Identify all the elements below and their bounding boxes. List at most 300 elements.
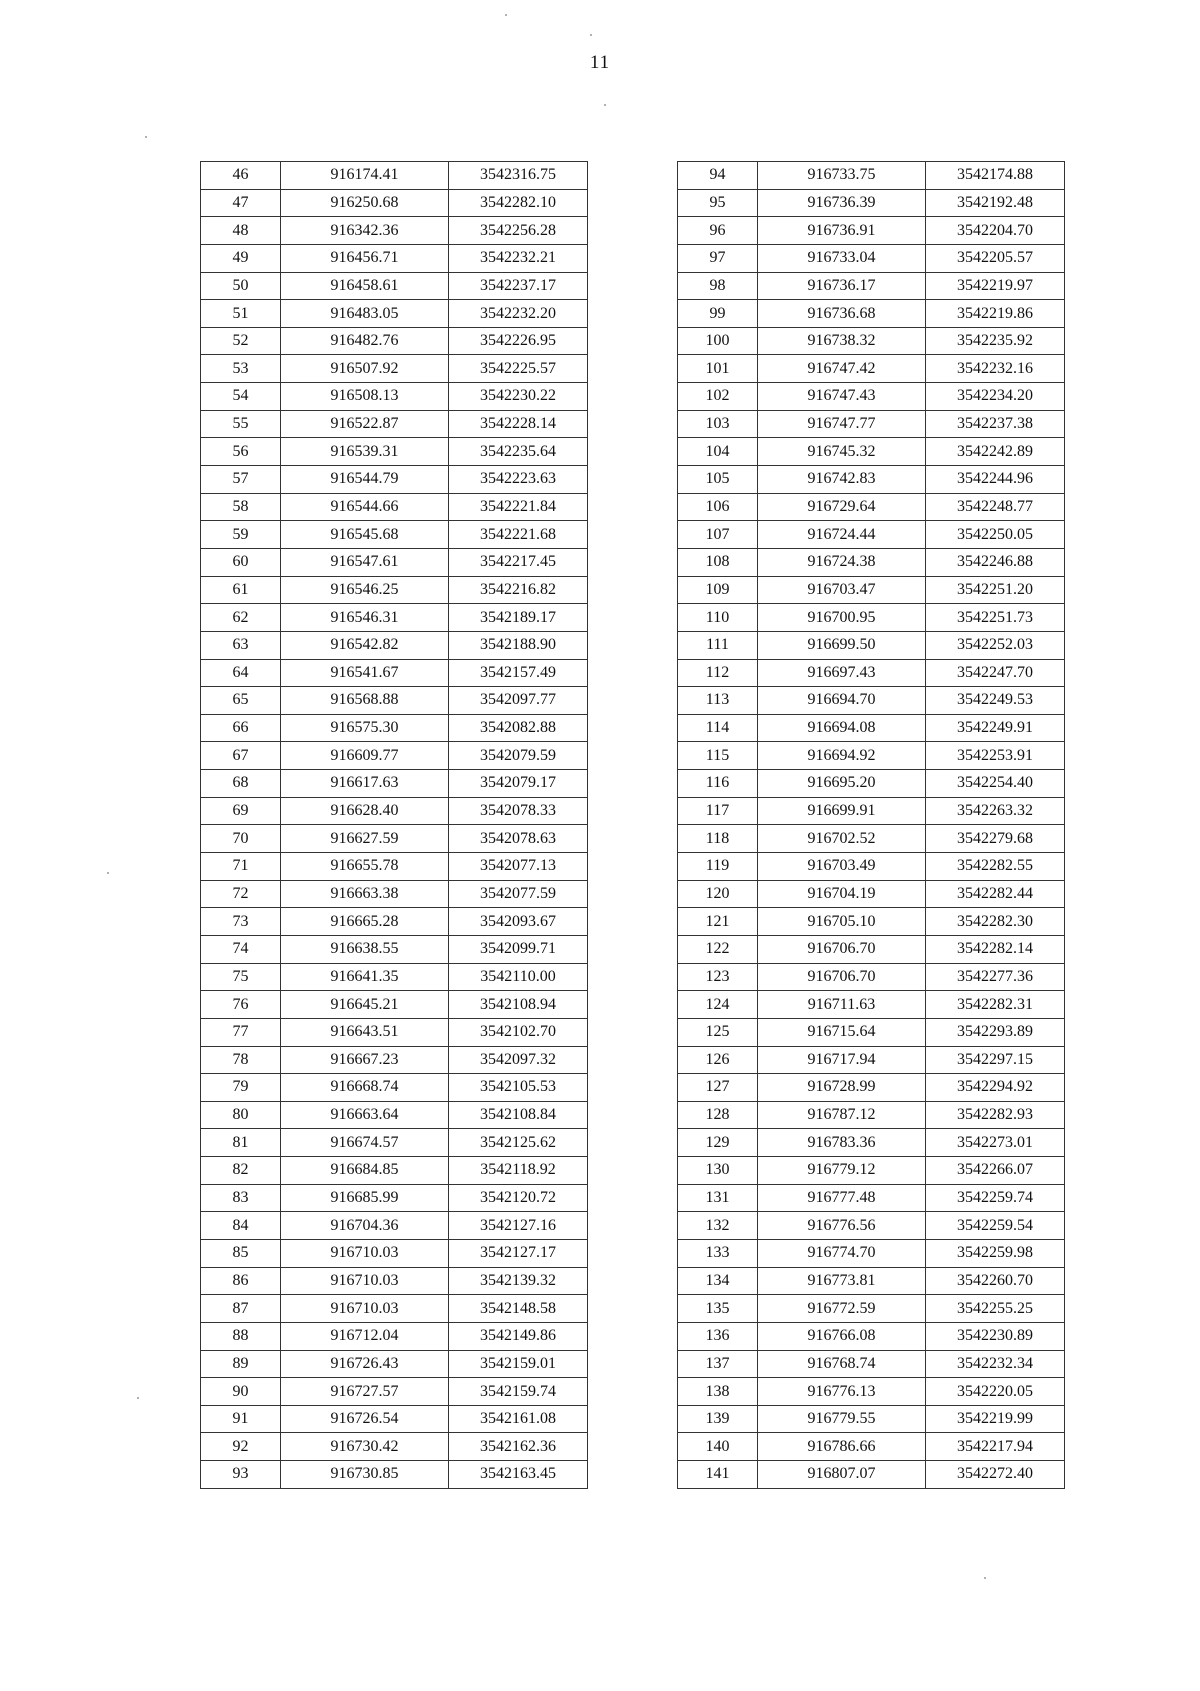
x-coordinate-cell: 916724.44 [758, 521, 926, 549]
y-coordinate-cell: 3542282.10 [449, 189, 588, 217]
table-row [201, 659, 588, 687]
point-number-cell: 129 [678, 1129, 758, 1157]
x-coordinate-cell: 916736.39 [758, 189, 926, 217]
point-number-cell: 53 [201, 355, 281, 383]
y-coordinate-cell: 3542235.92 [926, 327, 1065, 355]
y-coordinate-cell: 3542162.36 [449, 1433, 588, 1461]
point-number-cell: 99 [678, 300, 758, 328]
x-coordinate-cell: 916663.38 [281, 880, 449, 908]
x-coordinate-cell: 916745.32 [758, 438, 926, 466]
x-coordinate-cell: 916668.74 [281, 1074, 449, 1102]
point-number-cell: 66 [201, 714, 281, 742]
x-coordinate-cell: 916733.04 [758, 244, 926, 272]
scan-speck [590, 34, 592, 36]
x-coordinate-cell: 916655.78 [281, 853, 449, 881]
y-coordinate-cell: 3542221.84 [449, 493, 588, 521]
x-coordinate-cell: 916638.55 [281, 935, 449, 963]
y-coordinate-cell: 3542189.17 [449, 604, 588, 632]
x-coordinate-cell: 916641.35 [281, 963, 449, 991]
y-coordinate-cell: 3542205.57 [926, 244, 1065, 272]
point-number-cell: 104 [678, 438, 758, 466]
x-coordinate-cell: 916250.68 [281, 189, 449, 217]
x-coordinate-cell: 916674.57 [281, 1129, 449, 1157]
y-coordinate-cell: 3542263.32 [926, 797, 1065, 825]
y-coordinate-cell: 3542251.20 [926, 576, 1065, 604]
table-row [201, 162, 588, 190]
x-coordinate-cell: 916546.25 [281, 576, 449, 604]
x-coordinate-cell: 916715.64 [758, 1018, 926, 1046]
point-number-cell: 121 [678, 908, 758, 936]
table-row [678, 576, 1065, 604]
x-coordinate-cell: 916768.74 [758, 1350, 926, 1378]
point-number-cell: 122 [678, 935, 758, 963]
point-number-cell: 57 [201, 466, 281, 494]
y-coordinate-cell: 3542254.40 [926, 770, 1065, 798]
x-coordinate-cell: 916774.70 [758, 1239, 926, 1267]
point-number-cell: 70 [201, 825, 281, 853]
point-number-cell: 126 [678, 1046, 758, 1074]
table-row [678, 880, 1065, 908]
point-number-cell: 112 [678, 659, 758, 687]
coordinates-table-left [200, 161, 588, 1489]
x-coordinate-cell: 916663.64 [281, 1101, 449, 1129]
y-coordinate-cell: 3542230.89 [926, 1322, 1065, 1350]
table-row [678, 1378, 1065, 1406]
y-coordinate-cell: 3542093.67 [449, 908, 588, 936]
y-coordinate-cell: 3542248.77 [926, 493, 1065, 521]
y-coordinate-cell: 3542255.25 [926, 1295, 1065, 1323]
y-coordinate-cell: 3542159.74 [449, 1378, 588, 1406]
x-coordinate-cell: 916766.08 [758, 1322, 926, 1350]
y-coordinate-cell: 3542099.71 [449, 935, 588, 963]
x-coordinate-cell: 916482.76 [281, 327, 449, 355]
y-coordinate-cell: 3542216.82 [449, 576, 588, 604]
x-coordinate-cell: 916717.94 [758, 1046, 926, 1074]
point-number-cell: 107 [678, 521, 758, 549]
x-coordinate-cell: 916458.61 [281, 272, 449, 300]
point-number-cell: 114 [678, 714, 758, 742]
x-coordinate-cell: 916706.70 [758, 935, 926, 963]
table-row [678, 963, 1065, 991]
y-coordinate-cell: 3542105.53 [449, 1074, 588, 1102]
table-row [678, 935, 1065, 963]
x-coordinate-cell: 916456.71 [281, 244, 449, 272]
x-coordinate-cell: 916710.03 [281, 1267, 449, 1295]
x-coordinate-cell: 916727.57 [281, 1378, 449, 1406]
y-coordinate-cell: 3542293.89 [926, 1018, 1065, 1046]
x-coordinate-cell: 916508.13 [281, 383, 449, 411]
point-number-cell: 63 [201, 631, 281, 659]
y-coordinate-cell: 3542282.14 [926, 935, 1065, 963]
y-coordinate-cell: 3542219.86 [926, 300, 1065, 328]
point-number-cell: 46 [201, 162, 281, 190]
table-row [678, 853, 1065, 881]
table-row [201, 355, 588, 383]
x-coordinate-cell: 916547.61 [281, 548, 449, 576]
point-number-cell: 136 [678, 1322, 758, 1350]
table-row [201, 548, 588, 576]
table-row [678, 1184, 1065, 1212]
y-coordinate-cell: 3542242.89 [926, 438, 1065, 466]
table-row [678, 714, 1065, 742]
table-row [201, 1461, 588, 1489]
point-number-cell: 131 [678, 1184, 758, 1212]
y-coordinate-cell: 3542139.32 [449, 1267, 588, 1295]
table-row [678, 217, 1065, 245]
table-row [201, 272, 588, 300]
point-number-cell: 74 [201, 935, 281, 963]
table-row [201, 1405, 588, 1433]
table-row [201, 383, 588, 411]
point-number-cell: 117 [678, 797, 758, 825]
y-coordinate-cell: 3542204.70 [926, 217, 1065, 245]
table-row [678, 466, 1065, 494]
x-coordinate-cell: 916174.41 [281, 162, 449, 190]
point-number-cell: 92 [201, 1433, 281, 1461]
point-number-cell: 67 [201, 742, 281, 770]
point-number-cell: 102 [678, 383, 758, 411]
point-number-cell: 51 [201, 300, 281, 328]
point-number-cell: 116 [678, 770, 758, 798]
x-coordinate-cell: 916617.63 [281, 770, 449, 798]
y-coordinate-cell: 3542127.17 [449, 1239, 588, 1267]
scan-speck [505, 14, 507, 16]
point-number-cell: 73 [201, 908, 281, 936]
x-coordinate-cell: 916544.66 [281, 493, 449, 521]
point-number-cell: 133 [678, 1239, 758, 1267]
point-number-cell: 55 [201, 410, 281, 438]
table-row [678, 604, 1065, 632]
point-number-cell: 141 [678, 1461, 758, 1489]
table-row [678, 1157, 1065, 1185]
table-row [201, 908, 588, 936]
point-number-cell: 58 [201, 493, 281, 521]
table-row [201, 300, 588, 328]
table-row [201, 521, 588, 549]
point-number-cell: 68 [201, 770, 281, 798]
y-coordinate-cell: 3542272.40 [926, 1461, 1065, 1489]
x-coordinate-cell: 916541.67 [281, 659, 449, 687]
y-coordinate-cell: 3542219.99 [926, 1405, 1065, 1433]
point-number-cell: 138 [678, 1378, 758, 1406]
y-coordinate-cell: 3542110.00 [449, 963, 588, 991]
table-row [201, 1295, 588, 1323]
x-coordinate-cell: 916728.99 [758, 1074, 926, 1102]
x-coordinate-cell: 916779.12 [758, 1157, 926, 1185]
y-coordinate-cell: 3542077.59 [449, 880, 588, 908]
table-row [678, 1350, 1065, 1378]
y-coordinate-cell: 3542237.17 [449, 272, 588, 300]
x-coordinate-cell: 916703.47 [758, 576, 926, 604]
point-number-cell: 89 [201, 1350, 281, 1378]
point-number-cell: 94 [678, 162, 758, 190]
table-row [678, 548, 1065, 576]
table-row [678, 327, 1065, 355]
x-coordinate-cell: 916786.66 [758, 1433, 926, 1461]
x-coordinate-cell: 916787.12 [758, 1101, 926, 1129]
point-number-cell: 76 [201, 991, 281, 1019]
table-row [678, 162, 1065, 190]
y-coordinate-cell: 3542246.88 [926, 548, 1065, 576]
point-number-cell: 93 [201, 1461, 281, 1489]
y-coordinate-cell: 3542077.13 [449, 853, 588, 881]
y-coordinate-cell: 3542244.96 [926, 466, 1065, 494]
table-row [201, 853, 588, 881]
y-coordinate-cell: 3542125.62 [449, 1129, 588, 1157]
table-row [201, 825, 588, 853]
point-number-cell: 54 [201, 383, 281, 411]
y-coordinate-cell: 3542163.45 [449, 1461, 588, 1489]
table-row [678, 770, 1065, 798]
y-coordinate-cell: 3542279.68 [926, 825, 1065, 853]
y-coordinate-cell: 3542234.20 [926, 383, 1065, 411]
x-coordinate-cell: 916747.77 [758, 410, 926, 438]
y-coordinate-cell: 3542282.55 [926, 853, 1065, 881]
scan-speck [107, 872, 109, 874]
point-number-cell: 49 [201, 244, 281, 272]
point-number-cell: 101 [678, 355, 758, 383]
x-coordinate-cell: 916776.56 [758, 1212, 926, 1240]
x-coordinate-cell: 916702.52 [758, 825, 926, 853]
x-coordinate-cell: 916694.08 [758, 714, 926, 742]
y-coordinate-cell: 3542079.17 [449, 770, 588, 798]
x-coordinate-cell: 916483.05 [281, 300, 449, 328]
point-number-cell: 139 [678, 1405, 758, 1433]
x-coordinate-cell: 916684.85 [281, 1157, 449, 1185]
x-coordinate-cell: 916703.49 [758, 853, 926, 881]
table-row [201, 1046, 588, 1074]
table-row [678, 521, 1065, 549]
x-coordinate-cell: 916779.55 [758, 1405, 926, 1433]
table-row [201, 963, 588, 991]
point-number-cell: 91 [201, 1405, 281, 1433]
table-row [201, 1212, 588, 1240]
y-coordinate-cell: 3542316.75 [449, 162, 588, 190]
y-coordinate-cell: 3542237.38 [926, 410, 1065, 438]
y-coordinate-cell: 3542159.01 [449, 1350, 588, 1378]
table-row [201, 1433, 588, 1461]
point-number-cell: 69 [201, 797, 281, 825]
x-coordinate-cell: 916546.31 [281, 604, 449, 632]
y-coordinate-cell: 3542260.70 [926, 1267, 1065, 1295]
x-coordinate-cell: 916706.70 [758, 963, 926, 991]
x-coordinate-cell: 916522.87 [281, 410, 449, 438]
table-row [678, 825, 1065, 853]
table-row [201, 991, 588, 1019]
y-coordinate-cell: 3542252.03 [926, 631, 1065, 659]
x-coordinate-cell: 916539.31 [281, 438, 449, 466]
table-row [678, 272, 1065, 300]
x-coordinate-cell: 916736.17 [758, 272, 926, 300]
point-number-cell: 80 [201, 1101, 281, 1129]
y-coordinate-cell: 3542217.94 [926, 1433, 1065, 1461]
table-row [678, 1074, 1065, 1102]
x-coordinate-cell: 916342.36 [281, 217, 449, 245]
y-coordinate-cell: 3542108.94 [449, 991, 588, 1019]
x-coordinate-cell: 916710.03 [281, 1239, 449, 1267]
y-coordinate-cell: 3542232.20 [449, 300, 588, 328]
table-row [201, 1101, 588, 1129]
table-row [678, 742, 1065, 770]
y-coordinate-cell: 3542235.64 [449, 438, 588, 466]
x-coordinate-cell: 916544.79 [281, 466, 449, 494]
y-coordinate-cell: 3542282.31 [926, 991, 1065, 1019]
x-coordinate-cell: 916730.85 [281, 1461, 449, 1489]
point-number-cell: 119 [678, 853, 758, 881]
x-coordinate-cell: 916777.48 [758, 1184, 926, 1212]
x-coordinate-cell: 916694.70 [758, 687, 926, 715]
point-number-cell: 78 [201, 1046, 281, 1074]
x-coordinate-cell: 916704.19 [758, 880, 926, 908]
y-coordinate-cell: 3542097.77 [449, 687, 588, 715]
point-number-cell: 111 [678, 631, 758, 659]
point-number-cell: 65 [201, 687, 281, 715]
table-row [678, 410, 1065, 438]
scan-speck [604, 104, 606, 106]
x-coordinate-cell: 916628.40 [281, 797, 449, 825]
table-row [201, 410, 588, 438]
table-row [678, 1267, 1065, 1295]
x-coordinate-cell: 916730.42 [281, 1433, 449, 1461]
table-row [201, 604, 588, 632]
x-coordinate-cell: 916645.21 [281, 991, 449, 1019]
table-row [678, 300, 1065, 328]
y-coordinate-cell: 3542225.57 [449, 355, 588, 383]
point-number-cell: 135 [678, 1295, 758, 1323]
point-number-cell: 103 [678, 410, 758, 438]
point-number-cell: 84 [201, 1212, 281, 1240]
point-number-cell: 87 [201, 1295, 281, 1323]
y-coordinate-cell: 3542266.07 [926, 1157, 1065, 1185]
y-coordinate-cell: 3542118.92 [449, 1157, 588, 1185]
y-coordinate-cell: 3542192.48 [926, 189, 1065, 217]
x-coordinate-cell: 916807.07 [758, 1461, 926, 1489]
x-coordinate-cell: 916643.51 [281, 1018, 449, 1046]
y-coordinate-cell: 3542259.74 [926, 1184, 1065, 1212]
table-row [201, 576, 588, 604]
x-coordinate-cell: 916773.81 [758, 1267, 926, 1295]
x-coordinate-cell: 916736.68 [758, 300, 926, 328]
table-row [678, 908, 1065, 936]
x-coordinate-cell: 916704.36 [281, 1212, 449, 1240]
point-number-cell: 79 [201, 1074, 281, 1102]
table-row [201, 1322, 588, 1350]
y-coordinate-cell: 3542217.45 [449, 548, 588, 576]
table-row [678, 1461, 1065, 1489]
x-coordinate-cell: 916742.83 [758, 466, 926, 494]
table-row [678, 1295, 1065, 1323]
point-number-cell: 81 [201, 1129, 281, 1157]
scan-speck [984, 1577, 986, 1579]
y-coordinate-cell: 3542149.86 [449, 1322, 588, 1350]
table-row [678, 1433, 1065, 1461]
table-row [678, 659, 1065, 687]
y-coordinate-cell: 3542232.34 [926, 1350, 1065, 1378]
point-number-cell: 105 [678, 466, 758, 494]
point-number-cell: 83 [201, 1184, 281, 1212]
table-row [678, 631, 1065, 659]
point-number-cell: 71 [201, 853, 281, 881]
y-coordinate-cell: 3542078.63 [449, 825, 588, 853]
x-coordinate-cell: 916747.43 [758, 383, 926, 411]
x-coordinate-cell: 916729.64 [758, 493, 926, 521]
point-number-cell: 75 [201, 963, 281, 991]
x-coordinate-cell: 916695.20 [758, 770, 926, 798]
point-number-cell: 132 [678, 1212, 758, 1240]
y-coordinate-cell: 3542219.97 [926, 272, 1065, 300]
y-coordinate-cell: 3542102.70 [449, 1018, 588, 1046]
point-number-cell: 86 [201, 1267, 281, 1295]
table-row [678, 1212, 1065, 1240]
point-number-cell: 61 [201, 576, 281, 604]
table-row [201, 438, 588, 466]
point-number-cell: 110 [678, 604, 758, 632]
x-coordinate-cell: 916667.23 [281, 1046, 449, 1074]
table-row [678, 687, 1065, 715]
table-row [201, 935, 588, 963]
table-row [201, 1267, 588, 1295]
x-coordinate-cell: 916783.36 [758, 1129, 926, 1157]
table-row [201, 631, 588, 659]
table-row [201, 687, 588, 715]
x-coordinate-cell: 916712.04 [281, 1322, 449, 1350]
x-coordinate-cell: 916699.91 [758, 797, 926, 825]
table-row [201, 797, 588, 825]
x-coordinate-cell: 916507.92 [281, 355, 449, 383]
x-coordinate-cell: 916726.43 [281, 1350, 449, 1378]
table-row [201, 714, 588, 742]
point-number-cell: 90 [201, 1378, 281, 1406]
y-coordinate-cell: 3542220.05 [926, 1378, 1065, 1406]
y-coordinate-cell: 3542256.28 [449, 217, 588, 245]
scan-speck [145, 136, 147, 138]
y-coordinate-cell: 3542253.91 [926, 742, 1065, 770]
y-coordinate-cell: 3542127.16 [449, 1212, 588, 1240]
y-coordinate-cell: 3542247.70 [926, 659, 1065, 687]
scan-speck [137, 1397, 139, 1399]
y-coordinate-cell: 3542249.91 [926, 714, 1065, 742]
point-number-cell: 96 [678, 217, 758, 245]
table-row [201, 1074, 588, 1102]
table-row [201, 466, 588, 494]
point-number-cell: 108 [678, 548, 758, 576]
y-coordinate-cell: 3542251.73 [926, 604, 1065, 632]
point-number-cell: 82 [201, 1157, 281, 1185]
y-coordinate-cell: 3542250.05 [926, 521, 1065, 549]
table-row [201, 493, 588, 521]
y-coordinate-cell: 3542259.98 [926, 1239, 1065, 1267]
y-coordinate-cell: 3542259.54 [926, 1212, 1065, 1240]
y-coordinate-cell: 3542148.58 [449, 1295, 588, 1323]
x-coordinate-cell: 916747.42 [758, 355, 926, 383]
x-coordinate-cell: 916609.77 [281, 742, 449, 770]
point-number-cell: 52 [201, 327, 281, 355]
point-number-cell: 62 [201, 604, 281, 632]
x-coordinate-cell: 916738.32 [758, 327, 926, 355]
table-row [678, 797, 1065, 825]
point-number-cell: 130 [678, 1157, 758, 1185]
table-row [201, 1350, 588, 1378]
x-coordinate-cell: 916710.03 [281, 1295, 449, 1323]
table-row [201, 217, 588, 245]
table-row [678, 1129, 1065, 1157]
point-number-cell: 56 [201, 438, 281, 466]
table-row [201, 880, 588, 908]
y-coordinate-cell: 3542078.33 [449, 797, 588, 825]
point-number-cell: 125 [678, 1018, 758, 1046]
point-number-cell: 47 [201, 189, 281, 217]
x-coordinate-cell: 916733.75 [758, 162, 926, 190]
